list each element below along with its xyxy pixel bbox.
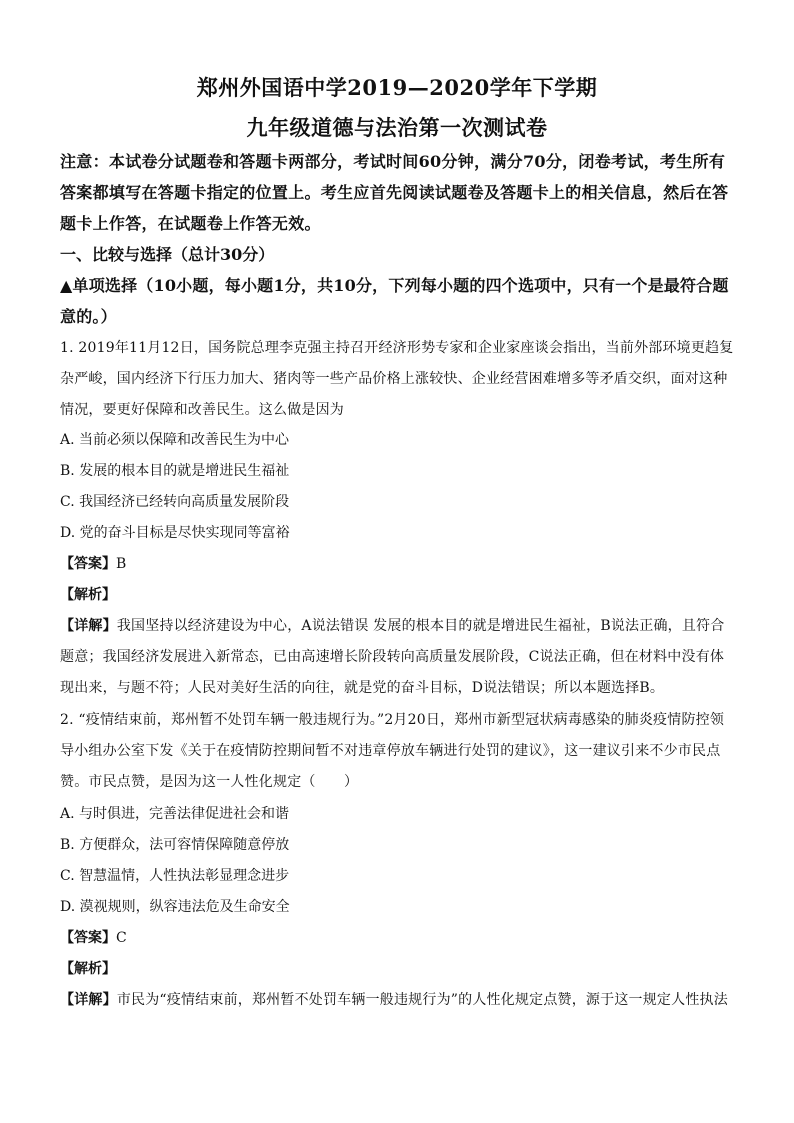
detail-text: 市民为“疫情结束前，郑州暂不处罚车辆一般违规行为”的人性化规定点赞，源于这一规定人性执法 [116, 992, 728, 1008]
answer-tag: 【答案】 [60, 930, 116, 946]
question-1-option-a: A. 当前必须以保障和改善民生为中心 [60, 432, 290, 448]
exam-title: 郑州外国语中学2019—2020学年下学期 [196, 75, 598, 100]
exam-notice: 注意：本试卷分试题卷和答题卡两部分，考试时间60分钟，满分70分，闭卷考试，考生所有答案都填写在答题卡指定的位置上。考生应首先阅读试题卷及答题卡上的相关信息，然后在答题卡上作答，在试题卷上作答无效。 [60, 152, 729, 233]
question-1-answer [60, 549, 126, 580]
question-2-option-c: C. 智慧温情，人性执法彰显理念进步 [60, 868, 290, 884]
question-1-analysis-tag: 【解析】 [60, 587, 116, 603]
question-2-option-a: A. 与时俱进，完善法律促进社会和谐 [60, 806, 290, 822]
detail-tag: 【详解】 [60, 618, 117, 634]
question-1-option-d: D. 党的奋斗目标是尽快实现同等富裕 [60, 525, 290, 541]
answer-value: C [116, 930, 127, 946]
question-1-option-b: B. 发展的根本目的就是增进民生福祉 [60, 463, 290, 479]
section-instructions: ▲单项选择（10小题，每小题1分，共10分，下列每小题的四个选项中，只有一个是最符合题意的。） [60, 276, 729, 326]
question-2-option-d: D. 漠视规则，纵容违法危及生命安全 [60, 899, 290, 915]
question-2-answer [60, 923, 127, 954]
question-1-option-c: C. 我国经济已经转向高质量发展阶段 [60, 494, 290, 510]
section-title: 一、比较与选择（总计30分） [60, 245, 275, 264]
question-2-option-b: B. 方便群众，法可容情保障随意停放 [60, 837, 290, 853]
detail-tag: 【详解】 [60, 992, 117, 1008]
question-1-stem: 1. 2019年11月12日，国务院总理李克强主持召开经济形势专家和企业家座谈会指出，当前外部环境更趋复杂严峻，国内经济下行压力加大、猪肉等一些产品价格上涨较快、企业经营困难增多等矛盾交织，面对这种情况，要更好保障和改善民生。这么做是因为 [60, 340, 734, 418]
question-2-analysis-tag: 【解析】 [60, 961, 116, 977]
question-2-detail [60, 985, 736, 1016]
exam-subtitle: 九年级道德与法治第一次测试卷 [246, 115, 548, 140]
detail-text: 我国坚持以经济建设为中心，A说法错误 发展的根本目的就是增进民生福祉，B说法正确，且符合题意；我国经济发展进入新常态，已由高速增长阶段转向高质量发展阶段，C说法正确，但在材料中没有体现出来，与题不符；人民对美好生活的向往，就是党的奋斗目标，D说法错误；所以本题选择B。 [60, 618, 725, 696]
question-2-stem: 2. “疫情结束前，郑州暂不处罚车辆一般违规行为。”2月20日，郑州市新型冠状病毒感染的肺炎疫情防控领导小组办公室下发《关于在疫情防控期间暂不对违章停放车辆进行处罚的建议》，这一建议引来不少市民点赞。市民点赞，是因为这一人性化规定（ ） [60, 712, 725, 790]
answer-value: B [116, 556, 127, 572]
answer-tag: 【答案】 [60, 556, 116, 572]
question-1-detail [60, 611, 736, 704]
